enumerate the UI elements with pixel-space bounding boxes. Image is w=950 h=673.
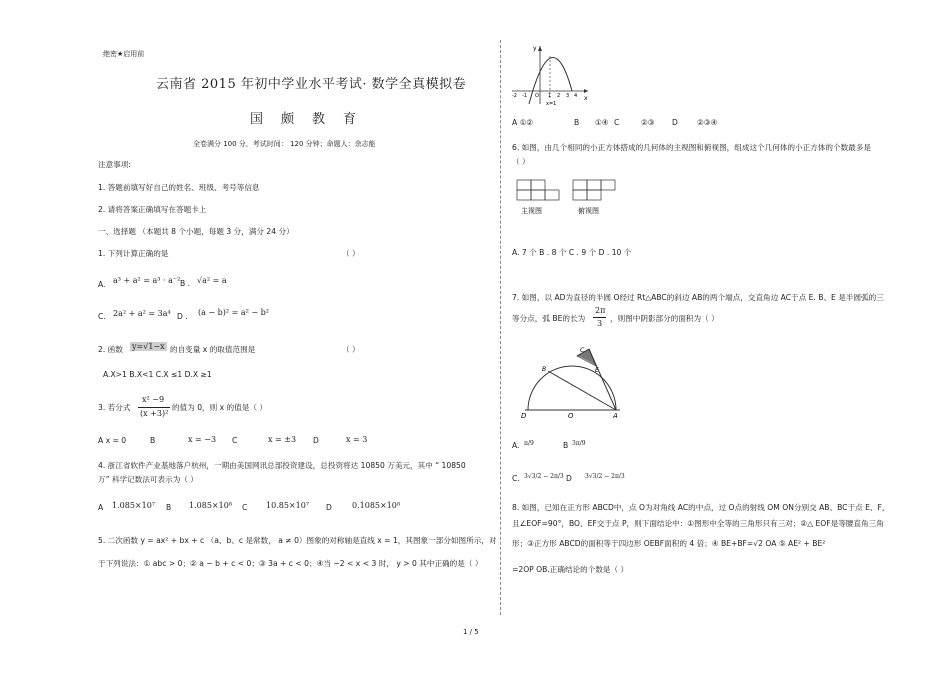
option-a-expr: 1.085×10⁷	[112, 501, 155, 510]
option-label: C	[614, 118, 620, 127]
option-b-value: 3π/9	[572, 440, 586, 447]
option-label: A.	[512, 441, 520, 450]
point-a-label: A	[613, 412, 618, 420]
fraction-numerator: 2π	[595, 306, 606, 315]
question-1-stem: 1. 下列计算正确的是	[98, 249, 169, 258]
question-7-line1: 7. 如图，以 AD为直径的半圆 O经过 Rt△ABC的斜边 AB的两个端点，交直角边 AC于点 E. B、E 是半圆弧的三	[512, 293, 884, 302]
x-tick-label: 4	[574, 93, 578, 99]
question-8-line2: 且∠EOF=90°，BO、EF交于点 P，则下面结论中：①图形中全等的三角形只有三对；②△ EOF是等腰直角三角	[512, 519, 884, 528]
option-b-expr: 1.085×10⁸	[189, 501, 232, 510]
question-3-stem-pre: 3. 若分式	[98, 403, 131, 412]
point-e-label: E	[595, 367, 599, 374]
q6-views-figure	[512, 176, 628, 216]
option-label: D	[313, 436, 319, 445]
option-d-value: 3√3/2 − 2π/3	[585, 473, 625, 480]
notice-item: 2. 请将答案正确填写在答题卡上	[98, 205, 207, 214]
point-d-label: D	[521, 412, 527, 420]
fraction-denominator: 3	[597, 319, 603, 328]
option-label: C.	[98, 312, 106, 321]
x-tick-label: 1	[548, 93, 552, 99]
option-c-expr: 2a² + a² = 3a⁴	[113, 309, 171, 318]
option-c-expr: 10.85×10⁷	[266, 501, 309, 510]
option-a-value: π/9	[524, 440, 534, 447]
x-tick-label: -2	[512, 93, 517, 99]
point-o-label: O	[568, 412, 574, 420]
x-tick-label: 2	[557, 93, 561, 99]
question-7-line2-pre: 等分点，弧 BE的长为	[512, 314, 586, 323]
option-label: A.	[98, 280, 106, 289]
question-2-options: A.X>1 B.X<1 C.X ≤1 D.X ≥1	[103, 370, 212, 379]
question-6-options: A. 7 个 B . 8 个 C . 9 个 D . 10 个	[512, 248, 632, 257]
question-7-line2-post: ，则图中阴影部分的面积为（ ）	[610, 314, 719, 323]
semicircle-figure	[520, 344, 630, 422]
parabola-graph	[510, 42, 590, 106]
option-label: B	[563, 441, 569, 450]
question-6-stem: 6. 如图，由几个相同的小正方体搭成的几何体的主视图和俯视图，组成这个几何体的小正方体的个数最多是	[512, 143, 871, 152]
option-a-expr: a³ + a² = a³ · a⁻²	[113, 276, 181, 285]
section-heading: 一、选择题 （本题共 8 个小题，每题 3 分，满分 24 分）	[98, 227, 294, 236]
question-6-bracket: （ ）	[512, 157, 530, 166]
fraction-bar	[138, 407, 170, 408]
option-label: D	[672, 118, 678, 127]
point-b-label: B	[542, 366, 547, 373]
fraction-bar	[593, 317, 606, 318]
question-5-line1: 5. 二次函数 y = ax² + bx + c （a、b、c 是常数， a ≠ 0）图象的对称轴是直线 x = 1，其图象一部分如图所示，对	[98, 536, 497, 545]
axis-y-label: y	[533, 45, 537, 52]
question-8-line1: 8. 如图，已知在正方形 ABCD中，点 O为对角线 AC的中点，过 O点的射线 OM ON分别交 AB、BC于点 E、F，	[512, 503, 890, 512]
option-d-expr: x = 3	[346, 435, 368, 444]
option-c-expr: x = ±3	[268, 435, 297, 444]
column-divider	[500, 40, 501, 615]
question-8-line3: 形；③正方形 ABCD的面积等于四边形 OEBF面积的 4 倍；④ BE+BF=√2 OA ⑤ AE² + BE²	[512, 539, 826, 548]
option-label: B	[150, 436, 156, 445]
option-a: A ①②	[512, 118, 534, 127]
option-d-expr: (a − b)² = a² − b²	[198, 308, 270, 317]
option-label: C	[242, 503, 248, 512]
question-5-line2: 于下列说法：① abc > 0；② a − b + c < 0；③ 3a + c < 0；④当 −2 < x < 3 时， y > 0 其中正确的是（ ）	[98, 559, 483, 568]
point-c-label: C	[580, 347, 585, 354]
option-b-value: ①④	[595, 118, 609, 127]
option-label: A	[98, 503, 104, 512]
axis-x-label: x	[584, 95, 588, 102]
page-number: 1 / 5	[463, 628, 479, 636]
question-2-bracket: （ ）	[342, 345, 360, 354]
option-label: C.	[512, 474, 520, 483]
exam-meta: 全卷满分 100 分，考试时间： 120 分钟；命题人：余志能	[193, 140, 376, 148]
question-4-line1: 4. 浙江省软件产业基地落户杭州，一期由美国网讯总部投资建设，总投资将达 10850 万美元，其中 “ 10850	[98, 461, 466, 470]
option-d-value: ②③④	[697, 118, 718, 127]
option-c-value: 3√3/2 − 2π/3	[524, 473, 564, 480]
notice-heading: 注意事项:	[98, 160, 131, 169]
front-view-label: 主视图	[521, 207, 542, 215]
x-tick-label: -1	[522, 93, 527, 99]
option-a: A x = 0	[98, 436, 127, 445]
exam-title: 云南省 2015 年初中学业水平考试· 数学全真模拟卷	[156, 77, 467, 92]
option-label: D	[566, 474, 572, 483]
fraction-numerator: x² −9	[142, 395, 165, 404]
secret-mark: 绝密★启用前	[103, 50, 145, 58]
question-1-bracket: （ ）	[342, 249, 360, 258]
option-label: D .	[177, 312, 188, 321]
option-d-expr: 0.1085×10⁸	[352, 501, 401, 510]
option-label: B	[574, 118, 580, 127]
option-b-expr: x = −3	[188, 435, 217, 444]
exam-subtitle: 国颇教育	[250, 112, 375, 127]
fraction-denominator: (x +3)²	[140, 409, 169, 418]
question-3-stem-post: 的值为 0，则 x 的值是（ ）	[172, 403, 267, 412]
option-b-expr: √a² = a	[197, 276, 227, 285]
question-8-line4: =2OP OB.正确结论的个数是（ ）	[512, 565, 629, 574]
option-label: C	[232, 436, 238, 445]
question-2-stem-pre: 2. 函数	[98, 345, 123, 354]
option-label: D	[326, 503, 332, 512]
x-tick-label: 3	[566, 93, 570, 99]
top-view-label: 俯视图	[578, 207, 599, 215]
symmetry-axis-label: x=1	[546, 101, 557, 106]
notice-item: 1. 答题前填写好自己的姓名、班级、考号等信息	[98, 183, 260, 192]
option-label: B .	[180, 279, 191, 288]
option-c-value: ②③	[641, 118, 655, 127]
question-2-function: y=√1−x	[132, 342, 165, 351]
option-label: B	[166, 503, 172, 512]
question-4-line2: 万” 科学记数法可表示为（ ）	[98, 475, 198, 484]
question-2-stem-post: 的自变量 x 的取值范围是	[170, 345, 256, 354]
x-tick-label: O	[535, 93, 539, 99]
